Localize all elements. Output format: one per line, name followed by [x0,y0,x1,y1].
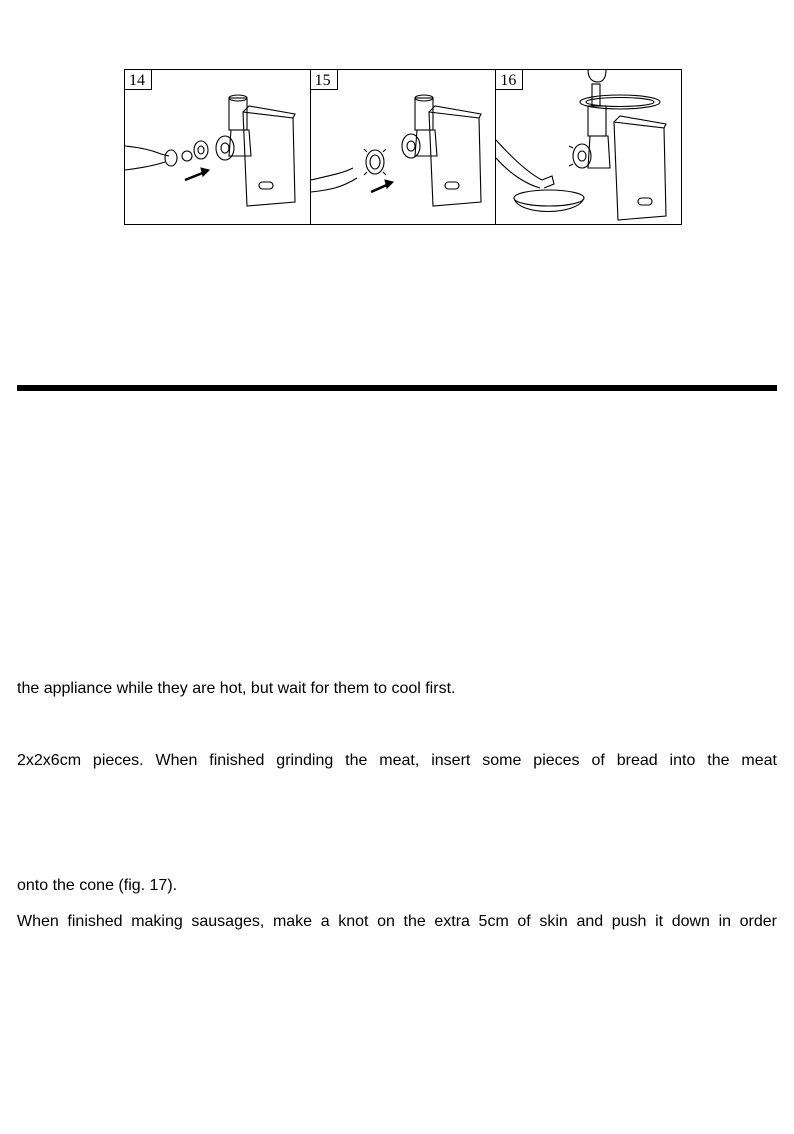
section-divider [17,385,777,391]
figure-number: 14 [125,70,152,90]
figure-panel-16 [496,70,681,224]
figure-panel-15 [311,70,497,224]
text-line: onto the cone (fig. 17). [17,877,178,894]
figure-number: 16 [496,70,523,90]
figure-panel-14 [125,70,311,224]
illustration-attach-cutter [125,70,311,224]
illustration-attach-ring [311,70,497,224]
text-line: When finished making sausages, make a knot on the extra 5cm of skin and push it down in order [17,913,777,930]
figure-number: 15 [311,70,338,90]
illustration-grinding-meat [496,70,681,224]
figure-strip [124,69,682,225]
text-line: the appliance while they are hot, but wait for them to cool first. [17,680,456,697]
text-line: 2x2x6cm pieces. When finished grinding the meat, insert some pieces of bread into the meat [17,752,777,769]
